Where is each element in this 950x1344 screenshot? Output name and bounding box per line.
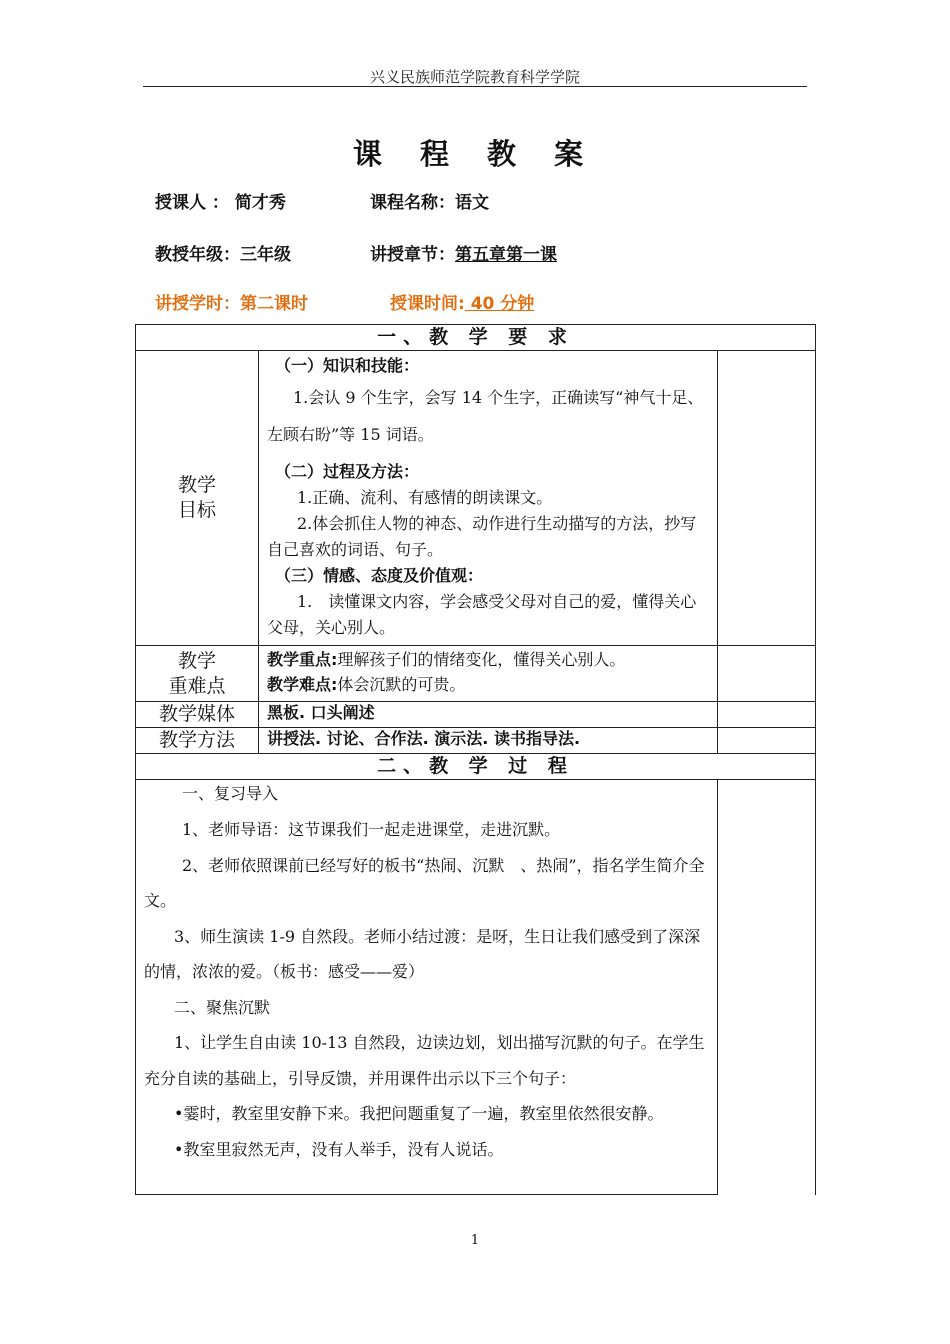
objectives-content <box>259 351 718 646</box>
objectives-paragraph-2b: 2.体会抓住人物的神态、动作进行生动描写的方法，抄写自己喜欢的词语、句子。 <box>267 514 697 559</box>
keypoints-row <box>136 646 816 702</box>
section-row-requirements <box>136 325 816 351</box>
objectives-label-line1: 教学 <box>177 474 216 496</box>
key-point-text: 理解孩子们的情绪变化，懂得关心别人。 <box>337 650 626 669</box>
process-content <box>136 780 718 1195</box>
objectives-paragraph-2a: 1.正确、流利、有感情的朗读课文。 <box>297 488 553 507</box>
process-item: •霎时，教室里安静下来。我把问题重复了一遍，教室里依然很安静。 <box>174 1104 664 1123</box>
duration-label: 授课时间: <box>390 294 465 314</box>
media-value: 黑板. 口头阐述 <box>259 702 718 728</box>
objectives-row <box>136 351 816 646</box>
key-point-label: 教学重点: <box>267 650 338 669</box>
teacher-value: 简才秀 <box>234 193 286 213</box>
method-value: 讲授法. 讨论、合作法. 演示法. 读书指导法. <box>259 728 718 754</box>
page-header: 兴义民族师范学院教育科学学院 <box>369 68 580 86</box>
process-row <box>136 780 816 1195</box>
page-number: 1 <box>470 1233 480 1248</box>
objectives-heading-2: （二）过程及方法： <box>275 462 420 481</box>
chapter-field <box>370 240 557 265</box>
chapter-label: 讲授章节： <box>370 245 455 265</box>
process-item: 3、师生演读 1-9 自然段。老师小结过渡：是呀，生日让我们感受到了深深的情，浓浓的爱。（板书：感受——爱） <box>144 926 701 981</box>
grade-field <box>155 240 291 265</box>
header-divider <box>143 86 807 87</box>
process-item: 一、复习导入 <box>182 784 279 803</box>
difficult-point <box>267 672 711 697</box>
objectives-heading-3: （三）情感、态度及价值观： <box>275 566 484 585</box>
keypoints-label-line1: 教学 <box>177 649 216 672</box>
objectives-paragraph-3: 1. 读懂课文内容，学会感受父母对自己的爱，懂得关心父母，关心别人。 <box>267 592 697 637</box>
duration-field <box>390 289 534 314</box>
objectives-label <box>136 351 259 646</box>
hours-value: 第二课时 <box>240 294 308 314</box>
keypoints-label <box>136 646 259 702</box>
course-label: 课程名称： <box>370 193 455 213</box>
difficult-point-label: 教学难点: <box>267 675 338 694</box>
process-item: 2、老师依照课前已经写好的板书“热闹、沉默 、热闹”，指名学生简介全文。 <box>144 855 705 910</box>
process-item: 1、让学生自由读 10-13 自然段，边读边划，划出描写沉默的句子。在学生充分自读的基础上，引导反馈，并用课件出示以下三个句子： <box>144 1033 705 1088</box>
process-notes-cell <box>718 780 816 1195</box>
grade-value: 三年级 <box>240 245 291 265</box>
keypoints-notes-cell <box>718 646 816 702</box>
duration-value: 40 分钟 <box>464 294 535 314</box>
media-label: 教学媒体 <box>136 702 259 728</box>
method-row <box>136 728 816 754</box>
media-notes-cell <box>718 702 816 728</box>
course-value: 语文 <box>455 193 489 213</box>
hours-label: 讲授学时： <box>155 294 240 314</box>
objectives-label-line2: 目标 <box>177 499 216 521</box>
difficult-point-text: 体会沉默的可贵。 <box>337 675 466 694</box>
method-notes-cell <box>718 728 816 754</box>
lesson-plan-table <box>135 324 816 1195</box>
media-row <box>136 702 816 728</box>
objectives-paragraph-1: 1.会认 9 个生字，会写 14 个生字，正确读写“神气十足、左顾右盼”等 15 词语。 <box>267 388 704 444</box>
process-item: •教室里寂然无声，没有人举手，没有人说话。 <box>174 1139 504 1159</box>
hours-field <box>155 289 308 314</box>
teacher-field <box>155 188 286 213</box>
teacher-label: 授课人 ： <box>155 193 229 213</box>
keypoints-label-line2: 重难点 <box>168 674 226 697</box>
objectives-heading-1: （一）知识和技能： <box>275 356 420 375</box>
method-label: 教学方法 <box>136 728 259 754</box>
process-item: 二、聚焦沉默 <box>174 997 271 1017</box>
section-row-process <box>136 754 816 780</box>
chapter-value: 第五章第一课 <box>455 245 557 265</box>
grade-label: 教授年级： <box>155 245 240 265</box>
course-field <box>370 188 489 213</box>
section-title-requirements: 一、教 学 要 求 <box>136 325 816 351</box>
section-title-process: 二、教 学 过 程 <box>136 754 816 780</box>
keypoints-content <box>259 646 718 702</box>
page-title: 课 程 教 案 <box>352 137 598 171</box>
process-item: 1、老师导语：这节课我们一起走进课堂，走进沉默。 <box>182 820 561 839</box>
objectives-notes-cell <box>718 351 816 646</box>
key-point <box>267 647 711 672</box>
